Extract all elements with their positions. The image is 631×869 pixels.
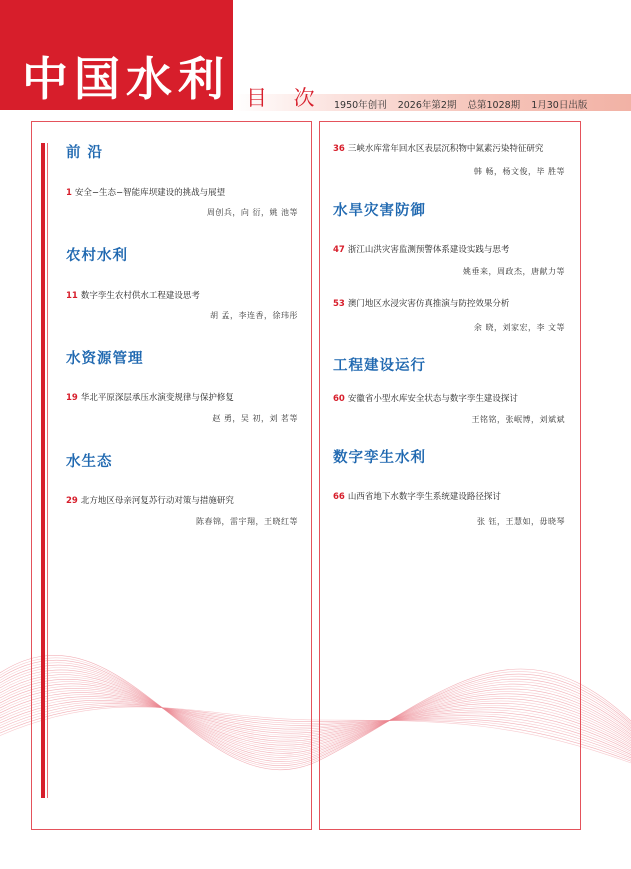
masthead-red-block bbox=[0, 0, 233, 110]
article-title: 澳门地区水浸灾害仿真推演与防控效果分析 bbox=[347, 299, 510, 309]
total-issue: 总第1028期 bbox=[467, 100, 521, 111]
article-authors: 王铭铭，张岷博，刘斌斌 bbox=[471, 415, 565, 424]
article-authors: 胡 孟，李连香，徐玮彤 bbox=[209, 311, 298, 320]
page-number: 29 bbox=[66, 496, 78, 506]
article-title: 华北平原深层承压水演变规律与保护修复 bbox=[80, 393, 234, 403]
article-title: 数字孪生农村供水工程建设思考 bbox=[80, 291, 200, 301]
article-authors: 姚垂来，周政杰，唐献力等 bbox=[463, 267, 565, 276]
section-title: 前 沿 bbox=[66, 145, 104, 161]
article-entry[interactable] bbox=[333, 142, 543, 154]
article-entry[interactable] bbox=[333, 392, 518, 404]
publish-date: 1月30日出版 bbox=[531, 100, 588, 111]
article-title: 安全−生态−智能库坝建设的挑战与展望 bbox=[74, 188, 226, 198]
founded-year: 1950年创刊 bbox=[334, 100, 387, 111]
accent-bar-thin bbox=[47, 143, 48, 798]
article-title: 三峡水库常年回水区表层沉积物中氮素污染特征研究 bbox=[347, 144, 544, 154]
article-entry[interactable] bbox=[66, 186, 225, 198]
section-title: 工程建设运行 bbox=[333, 358, 426, 374]
article-authors: 赵 勇，吴 初，刘 茗等 bbox=[212, 414, 298, 423]
issue-number: 2026年第2期 bbox=[397, 100, 457, 111]
article-title: 北方地区母亲河复苏行动对策与措施研究 bbox=[80, 496, 234, 506]
page-number: 36 bbox=[333, 144, 345, 154]
section-title: 水旱灾害防御 bbox=[333, 203, 426, 219]
article-title: 山西省地下水数字孪生系统建设路径探讨 bbox=[347, 492, 501, 502]
page-number: 1 bbox=[66, 188, 72, 198]
section-title: 农村水利 bbox=[66, 248, 128, 264]
left-contents-panel bbox=[31, 121, 312, 830]
page-number: 66 bbox=[333, 492, 345, 502]
article-authors: 陈春锦，雷宇翔，王晓红等 bbox=[196, 517, 298, 526]
article-entry[interactable] bbox=[66, 494, 234, 506]
section-title: 水资源管理 bbox=[66, 351, 144, 367]
article-entry[interactable] bbox=[66, 391, 234, 403]
article-authors: 张 钰，王慧如，毋晓琴 bbox=[476, 517, 565, 526]
page-number: 19 bbox=[66, 393, 78, 403]
article-title: 浙江山洪灾害监测预警体系建设实践与思考 bbox=[347, 245, 510, 255]
page-number: 11 bbox=[66, 291, 78, 301]
page-number: 53 bbox=[333, 299, 345, 309]
article-title: 安徽省小型水库安全状态与数字孪生建设探讨 bbox=[347, 394, 518, 404]
article-entry[interactable] bbox=[66, 289, 200, 301]
page-number: 60 bbox=[333, 394, 345, 404]
journal-logo: 中国水利 bbox=[22, 52, 230, 106]
contents-title: 目 次 bbox=[246, 86, 325, 110]
article-entry[interactable] bbox=[333, 490, 501, 502]
issue-info bbox=[334, 97, 595, 111]
article-entry[interactable] bbox=[333, 243, 509, 255]
accent-bar bbox=[41, 143, 45, 798]
article-entry[interactable] bbox=[333, 297, 509, 309]
article-authors: 余 晓，刘家宏，李 文等 bbox=[473, 323, 565, 332]
page-number: 47 bbox=[333, 245, 345, 255]
section-title: 水生态 bbox=[66, 454, 113, 470]
article-authors: 周创兵，向 衍，姚 池等 bbox=[206, 208, 298, 217]
right-contents-panel bbox=[319, 121, 581, 830]
section-title: 数字孪生水利 bbox=[333, 450, 426, 466]
article-authors: 韩 畅，杨文俊，毕 胜等 bbox=[473, 167, 565, 176]
